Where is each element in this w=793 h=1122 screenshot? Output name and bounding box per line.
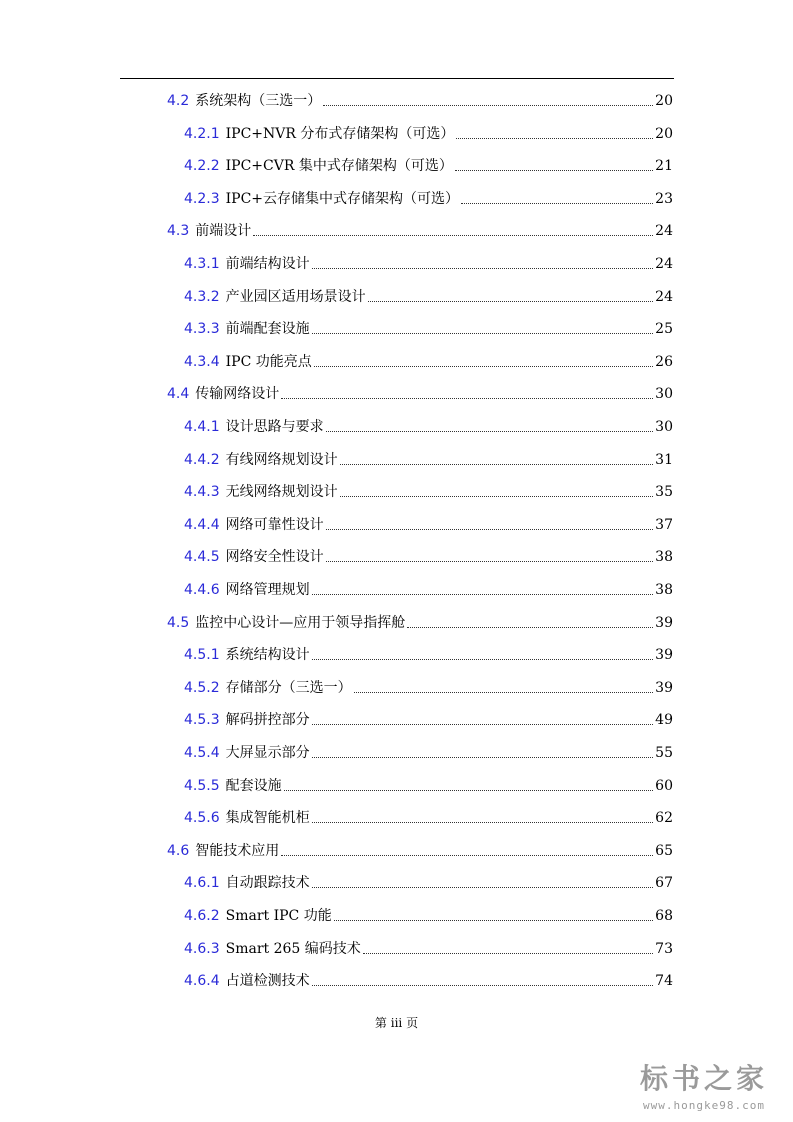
toc-entry-title: 无线网络规划设计 xyxy=(225,484,338,501)
toc-entry-leader xyxy=(312,267,654,269)
toc-entry-title: 前端配套设施 xyxy=(225,321,310,338)
toc-entry[interactable] xyxy=(184,190,673,208)
toc-entry-page: 38 xyxy=(655,582,673,598)
toc-entry-leader xyxy=(340,463,654,465)
toc-entry-leader xyxy=(354,691,654,693)
toc-entry-title: 前端结构设计 xyxy=(225,256,310,272)
toc-entry-leader xyxy=(281,854,653,856)
toc-entry[interactable] xyxy=(184,255,673,273)
toc-entry-leader xyxy=(455,169,653,171)
toc-entry-number: 4.6.2 xyxy=(184,908,220,924)
toc-entry-number: 4.5.2 xyxy=(184,679,220,696)
toc-entry-page: 31 xyxy=(655,451,673,468)
toc-entry-leader xyxy=(326,528,654,530)
toc-entry-leader xyxy=(456,137,653,139)
toc-entry-title: 网络可靠性设计 xyxy=(225,516,324,533)
toc-entry-page: 23 xyxy=(655,190,673,207)
toc-entry[interactable] xyxy=(184,907,673,925)
toc-entry-title: Smart IPC 功能 xyxy=(225,908,332,924)
header-rule xyxy=(120,78,674,79)
page-footer: 第 iii 页 xyxy=(374,1016,419,1030)
toc-entry-number: 4.3.3 xyxy=(184,321,220,338)
toc-entry-title: 有线网络规划设计 xyxy=(225,451,338,468)
toc-entry-leader xyxy=(281,397,653,399)
toc-entry[interactable] xyxy=(184,418,673,436)
toc-entry-number: 4.5.4 xyxy=(184,745,220,761)
toc-entry-page: 65 xyxy=(655,842,673,859)
toc-entry-leader xyxy=(312,984,654,986)
toc-entry-title: 大屏显示部分 xyxy=(225,745,310,761)
toc-entry[interactable] xyxy=(184,809,673,827)
toc-entry[interactable] xyxy=(167,842,673,860)
toc-entry-leader xyxy=(312,332,654,334)
toc-entry-page: 20 xyxy=(655,93,673,109)
toc-entry-number: 4.4.2 xyxy=(184,451,220,468)
toc-entry[interactable] xyxy=(184,288,673,306)
toc-entry-page: 30 xyxy=(655,386,673,403)
toc-entry[interactable] xyxy=(167,385,673,403)
toc-entry-number: 4.4.4 xyxy=(184,516,220,533)
toc-entry[interactable] xyxy=(184,516,673,534)
toc-entry-number: 4.2.3 xyxy=(184,190,220,207)
toc-entry-page: 35 xyxy=(655,484,673,501)
toc-entry-page: 38 xyxy=(655,549,673,566)
watermark-title: 标书之家 xyxy=(639,1062,768,1095)
toc-entry[interactable] xyxy=(184,646,673,664)
toc-entry-number: 4.3.2 xyxy=(184,288,220,305)
toc-entry-leader xyxy=(312,756,654,758)
toc-entry[interactable] xyxy=(184,874,673,892)
toc-entry-title: 存储部分（三选一） xyxy=(225,679,352,696)
toc-entry-number: 4.6.3 xyxy=(184,940,220,957)
toc-entry[interactable] xyxy=(167,92,673,110)
toc-entry-page: 73 xyxy=(655,940,673,957)
toc-entry-leader xyxy=(326,560,654,562)
toc-entry-leader xyxy=(323,104,653,106)
toc-entry-page: 21 xyxy=(655,158,673,175)
toc-entry-title: Smart 265 编码技术 xyxy=(225,940,361,957)
toc-entry-leader xyxy=(312,821,654,823)
toc-entry-leader xyxy=(461,202,653,204)
toc-entry-title: 集成智能机柜 xyxy=(225,810,310,827)
toc-entry-number: 4.4.3 xyxy=(184,484,220,501)
toc-entry-page: 67 xyxy=(655,875,673,892)
toc-entry[interactable] xyxy=(184,679,673,697)
toc-entry-number: 4.4.6 xyxy=(184,582,220,598)
toc-entry[interactable] xyxy=(184,581,673,599)
toc-entry-title: 配套设施 xyxy=(225,777,282,794)
toc-entry-leader xyxy=(368,300,654,302)
toc-entry-title: 系统架构（三选一） xyxy=(195,93,322,109)
toc-entry-leader xyxy=(312,886,654,888)
toc-entry[interactable] xyxy=(184,125,673,143)
toc-entry-page: 49 xyxy=(655,712,673,729)
toc-entry-page: 24 xyxy=(655,256,673,272)
toc-entry-page: 24 xyxy=(655,223,673,240)
toc-entry-number: 4.6.4 xyxy=(184,973,220,990)
toc-entry-number: 4.4.5 xyxy=(184,549,220,566)
toc-entry-title: IPC 功能亮点 xyxy=(225,353,312,370)
toc-entry-number: 4.4.1 xyxy=(184,419,220,435)
toc-entry-page: 55 xyxy=(655,745,673,761)
toc-entry-number: 4.2 xyxy=(167,93,190,109)
toc-entry-page: 25 xyxy=(655,321,673,338)
toc-entry[interactable] xyxy=(184,777,673,795)
toc-entry-number: 4.2.1 xyxy=(184,125,220,142)
toc-entry-number: 4.5.5 xyxy=(184,777,220,794)
toc-entry-number: 4.6.1 xyxy=(184,875,220,892)
toc-entry-page: 39 xyxy=(655,614,673,631)
toc-entry[interactable] xyxy=(184,744,673,762)
toc-entry-number: 4.2.2 xyxy=(184,158,220,175)
toc-entry[interactable] xyxy=(184,972,673,990)
toc-entry[interactable] xyxy=(184,483,673,501)
toc-entry-title: 智能技术应用 xyxy=(195,842,280,859)
toc-entry-title: 监控中心设计—应用于领导指挥舱 xyxy=(195,614,406,631)
toc-entry-leader xyxy=(314,365,653,367)
toc-entry-page: 20 xyxy=(655,125,673,142)
toc-entry-title: 网络安全性设计 xyxy=(225,549,324,566)
toc-entry-title: 前端设计 xyxy=(195,223,252,240)
toc-entry[interactable] xyxy=(184,451,673,469)
toc-entry-number: 4.5.6 xyxy=(184,810,220,827)
toc-entry-page: 60 xyxy=(655,777,673,794)
toc-entry[interactable] xyxy=(167,222,673,240)
toc-entry-page: 39 xyxy=(655,647,673,664)
toc-entry-number: 4.5 xyxy=(167,614,190,631)
toc-entry-leader xyxy=(326,430,654,432)
toc-entry[interactable] xyxy=(184,711,673,729)
toc-entry-number: 4.3.4 xyxy=(184,353,220,370)
toc-entry[interactable] xyxy=(184,157,673,175)
toc-entry[interactable] xyxy=(184,940,673,958)
toc-entry-leader xyxy=(340,495,654,497)
toc-entry-title: 自动跟踪技术 xyxy=(225,875,310,892)
toc-entry-page: 37 xyxy=(655,516,673,533)
toc-entry[interactable] xyxy=(184,548,673,566)
toc-entry-page: 62 xyxy=(655,810,673,827)
toc-entry-leader xyxy=(312,593,654,595)
toc-entry-number: 4.3.1 xyxy=(184,256,220,272)
toc-entry-number: 4.3 xyxy=(167,223,190,240)
watermark-url: www.hongke98.com xyxy=(643,1099,765,1112)
toc-entry-leader xyxy=(312,723,654,725)
toc-entry-leader xyxy=(312,658,654,660)
toc-entry-leader xyxy=(407,626,653,628)
toc-entry-page: 24 xyxy=(655,288,673,305)
toc-entry-title: 占道检测技术 xyxy=(225,973,310,990)
toc-entry-page: 74 xyxy=(655,973,673,990)
toc-entry[interactable] xyxy=(167,614,673,632)
toc-entry-number: 4.4 xyxy=(167,386,190,403)
toc-entry-title: 设计思路与要求 xyxy=(225,419,324,435)
toc-entry-title: IPC+CVR 集中式存储架构（可选） xyxy=(225,158,453,175)
toc-entry-page: 68 xyxy=(655,908,673,924)
toc-entry-leader xyxy=(334,919,653,921)
toc-entry-number: 4.5.1 xyxy=(184,647,220,664)
toc-entry-page: 26 xyxy=(655,353,673,370)
watermark-logo xyxy=(629,1063,779,1112)
toc-entry-title: IPC+云存储集中式存储架构（可选） xyxy=(225,190,460,207)
toc-entry-title: 网络管理规划 xyxy=(225,582,310,598)
toc-entry-page: 30 xyxy=(655,419,673,435)
toc-entry-number: 4.5.3 xyxy=(184,712,220,729)
toc-entry-title: 传输网络设计 xyxy=(195,386,280,403)
toc-entry-title: IPC+NVR 分布式存储架构（可选） xyxy=(225,125,455,142)
toc-entry[interactable] xyxy=(184,320,673,338)
toc-entry-title: 解码拼控部分 xyxy=(225,712,310,729)
toc-entry-number: 4.6 xyxy=(167,842,190,859)
toc-entry-title: 系统结构设计 xyxy=(225,647,310,664)
toc-entry-title: 产业园区适用场景设计 xyxy=(225,288,366,305)
toc-entry-page: 39 xyxy=(655,679,673,696)
toc-entry-leader xyxy=(363,952,653,954)
toc-entry-leader xyxy=(284,789,654,791)
toc-entry-leader xyxy=(253,234,653,236)
toc-entry[interactable] xyxy=(184,353,673,371)
